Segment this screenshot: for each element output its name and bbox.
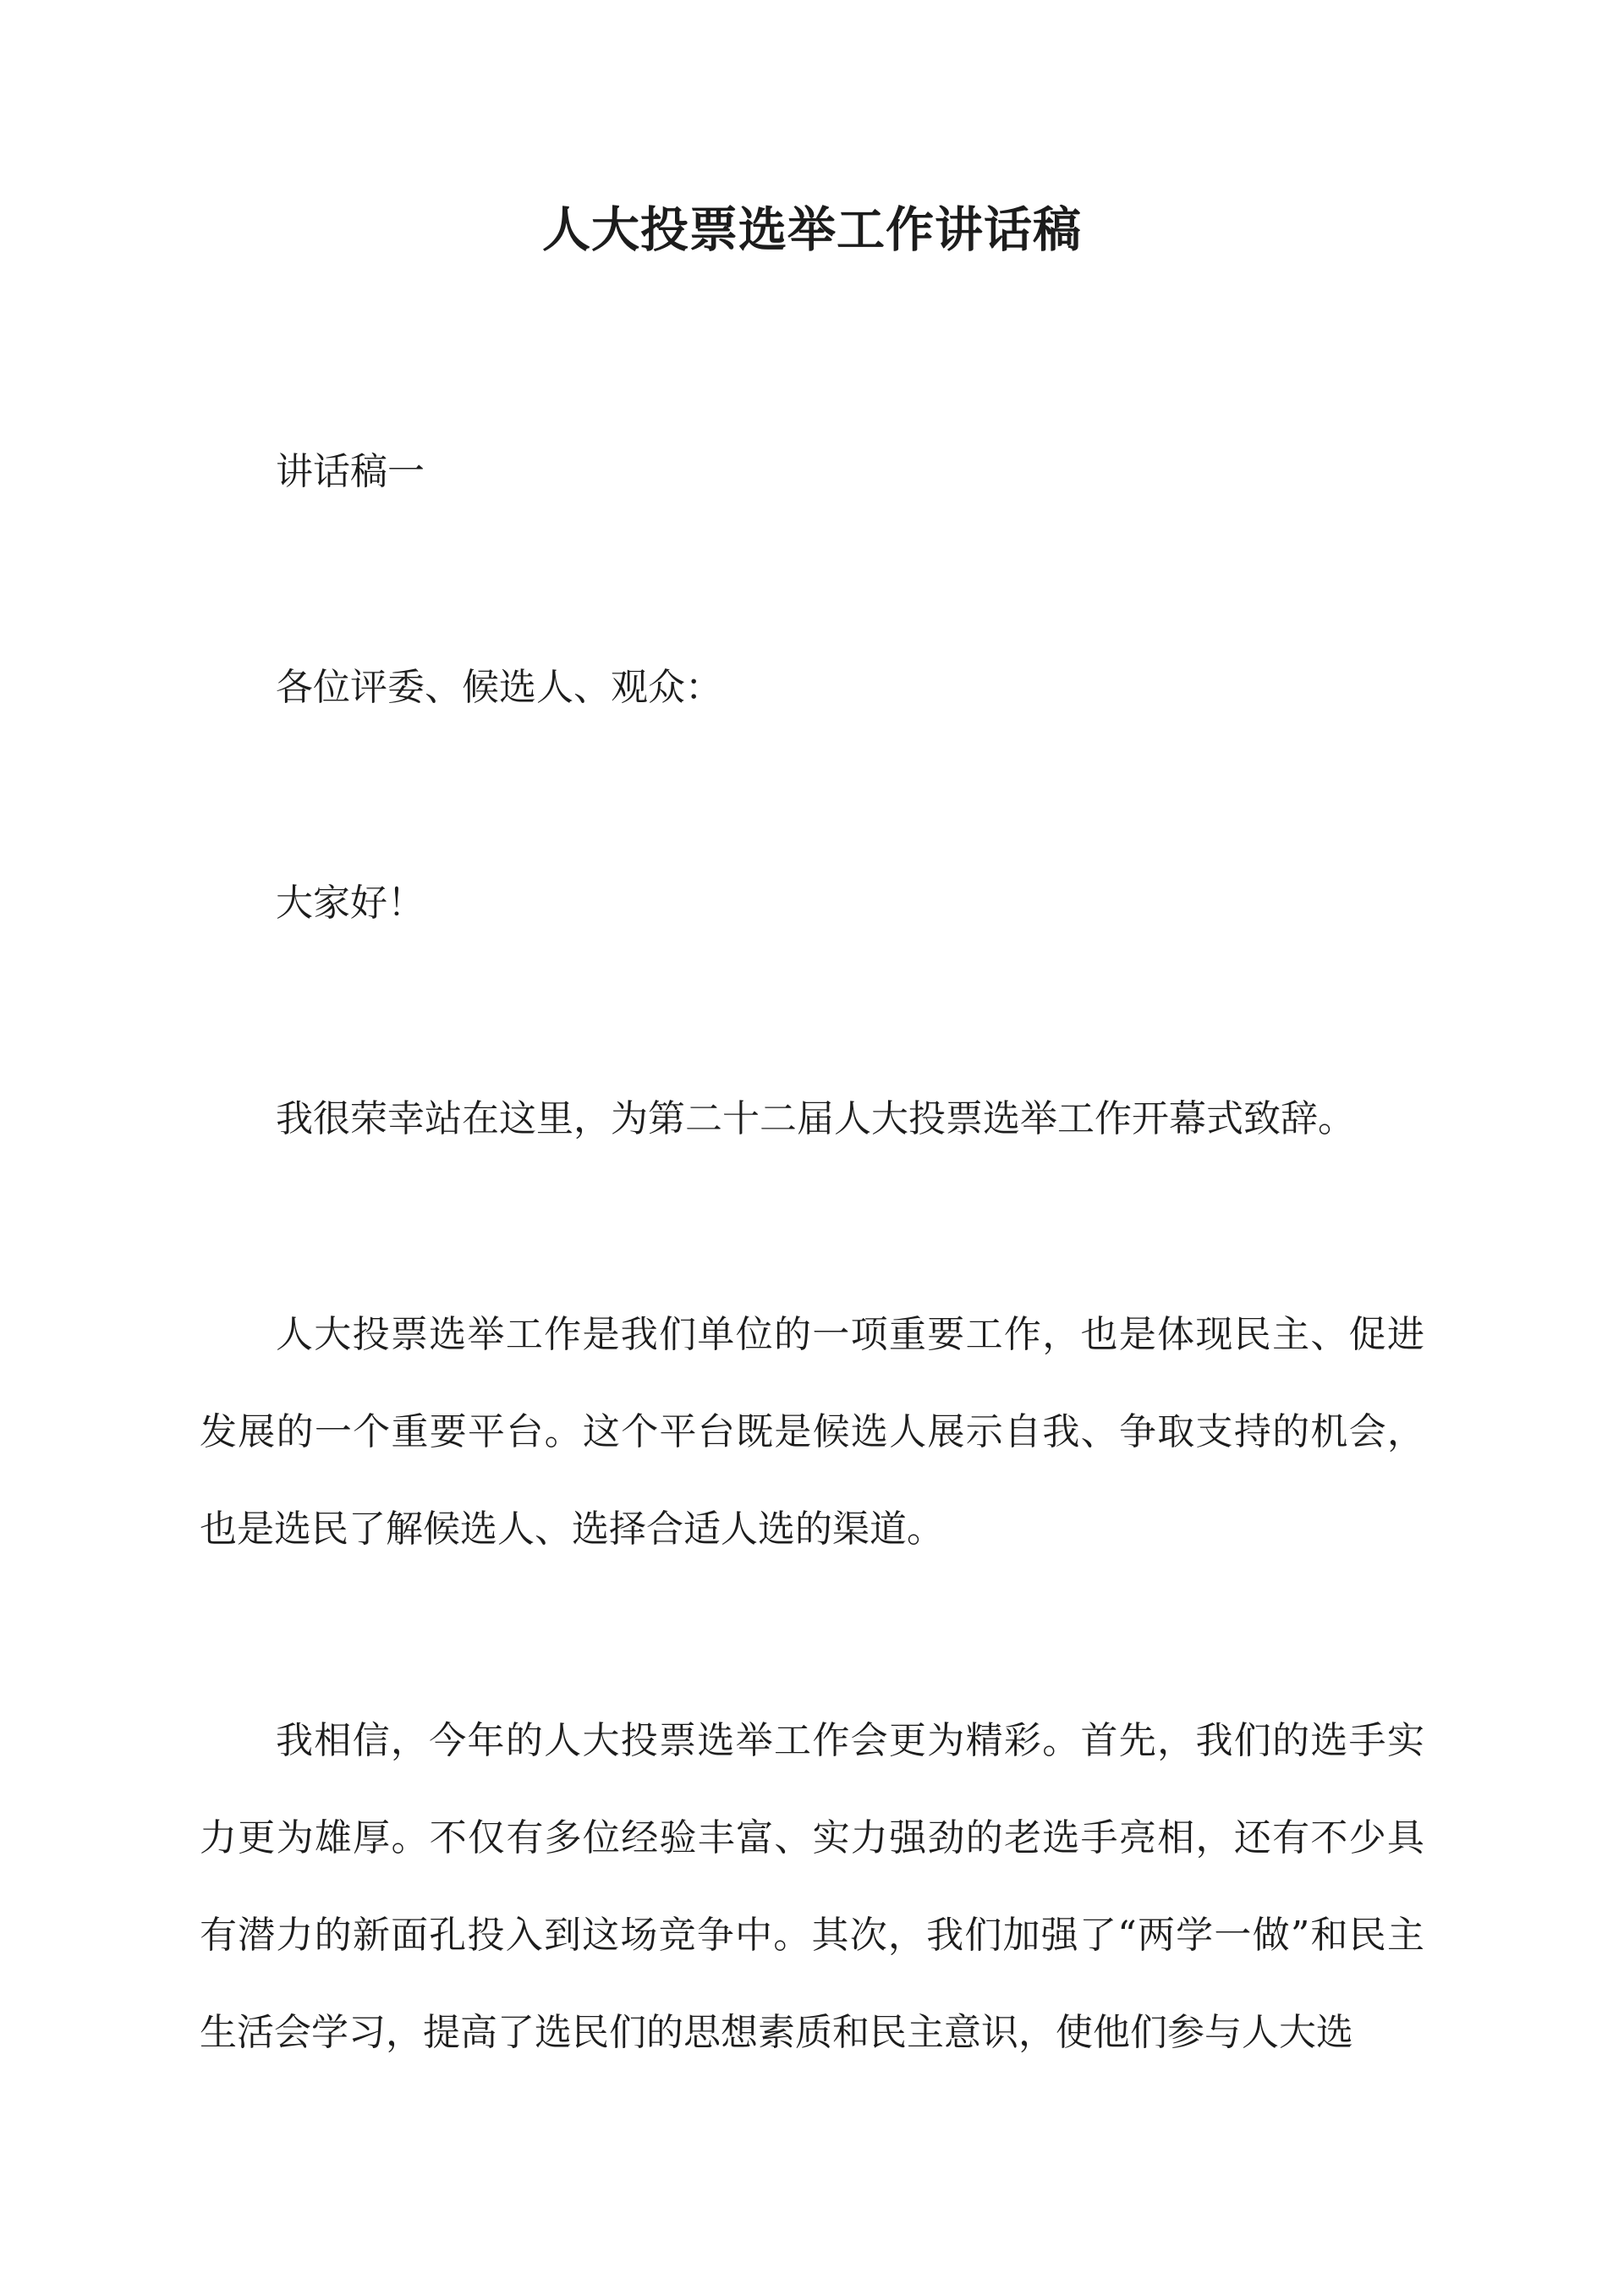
paragraph-expectations: 我相信，今年的人大投票选举工作会更为精彩。首先，我们的选手实力更为雄厚。不仅有多位经验丰富、实力强劲的老选手亮相，还有不少具有潜力的新面孔投入到这场竞争中。其次，我们加强了“两学一做”和民主生活会学习，提高了选民们的思想素质和民主意识，使他们参与人大选 [200,1719,1424,2054]
paragraph-significance: 人大投票选举工作是我们单位的一项重要工作，也是体现民主、促进发展的一个重要平台。这个平台既是候选人展示自我、争取支持的机会，也是选民了解候选人、选择合适人选的渠道。 [200,1313,1424,1551]
paragraph-salutation: 各位评委、候选人、观众： [276,666,722,709]
paragraph-greeting: 大家好！ [276,882,425,925]
paragraph-opening: 我很荣幸站在这里，为第二十二届人大投票选举工作开幕式致辞。 [276,1097,1355,1140]
paragraph-speech-heading: 讲话稿一 [276,450,425,493]
document-title: 人大投票选举工作讲话稿 [542,201,1082,258]
